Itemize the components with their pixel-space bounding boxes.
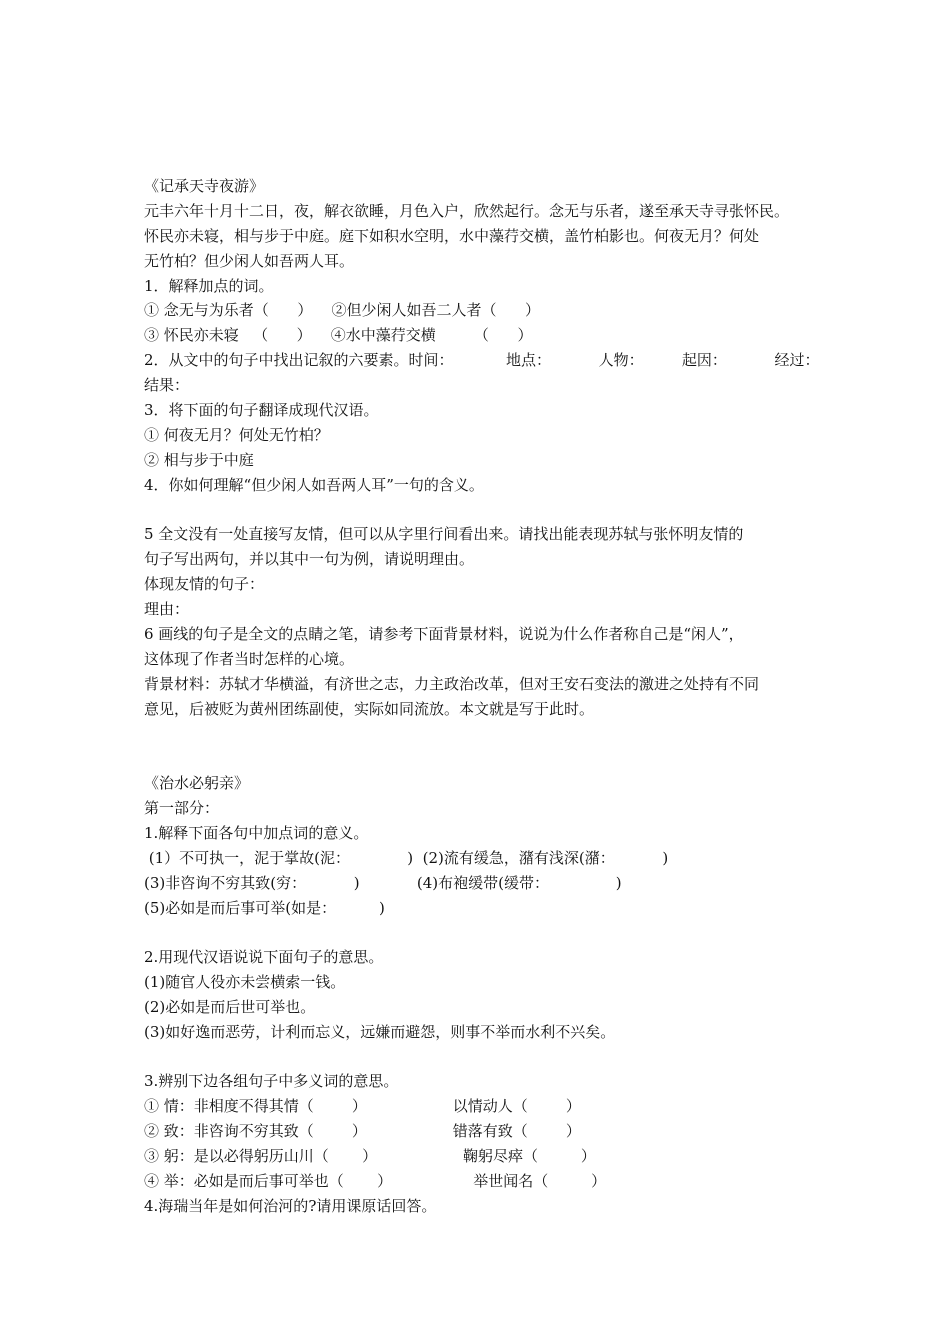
question-line: 1．解释加点的词。 <box>144 277 274 295</box>
question-line: 1.解释下面各句中加点词的意义。 <box>144 824 369 842</box>
passage-title: 《治水必躬亲》 <box>144 774 250 792</box>
question-line: 体现友情的句子： <box>144 575 265 593</box>
question-line: (3)如好逸而恶劳，计利而忘义，远嫌而避怨，则事不举而水利不兴矣。 <box>144 1023 616 1041</box>
question-line: ① 何夜无月？何处无竹柏？ <box>144 426 329 444</box>
question-line: (1）不可执一，泥于掌故(泥： ) (2)流有缓急，潴有浅深(潴： ) <box>144 849 669 867</box>
question-line: 4．你如何理解“但少闲人如吾两人耳”一句的含义。 <box>144 476 484 494</box>
background-line: 背景材料：苏轼才华横溢，有济世之志，力主政治改革，但对王安石变法的激进之处持有不同 <box>144 675 760 693</box>
question-line: 3．将下面的句子翻译成现代汉语。 <box>144 401 379 419</box>
question-line: ① 念无与为乐者（ ） ②但少闲人如吾二人者（ ） <box>144 301 541 319</box>
question-line: 2.用现代汉语说说下面句子的意思。 <box>144 948 384 966</box>
question-line: (3)非咨询不穷其致(穷： ) (4)布袍缓带(缓带： ) <box>144 874 622 892</box>
question-line: ③ 躬：是以必得躬历山川（ ） 鞠躬尽瘁（ ） <box>144 1147 596 1165</box>
background-line: 意见，后被贬为黄州团练副使，实际如同流放。本文就是写于此时。 <box>144 700 595 718</box>
question-line: ② 相与步于中庭 <box>144 451 254 469</box>
question-line: 2．从文中的句子中找出记叙的六要素。时间： 地点： 人物： 起因： 经过： <box>144 351 820 369</box>
passage-line: 元丰六年十月十二日，夜，解衣欲睡，月色入户，欣然起行。念无与乐者，遂至承天寺寻张怀民。 <box>144 202 790 220</box>
question-line: (1)随官人役亦未尝横索一钱。 <box>144 973 346 991</box>
passage-line: 怀民亦未寝，相与步于中庭。庭下如积水空明，水中藻荇交横，盖竹柏影也。何夜无月？何处 <box>144 227 760 245</box>
question-line: (5)必如是而后事可举(如是： ) <box>144 899 385 917</box>
passage-line: 无竹柏？但少闲人如吾两人耳。 <box>144 252 355 270</box>
question-line: 3.辨别下边各组句子中多义词的意思。 <box>144 1072 399 1090</box>
question-line: ③ 怀民亦未寝 （ ） ④水中藻荇交横 （ ） <box>144 326 533 344</box>
question-line: ① 情：非相度不得其情（ ） 以情动人（ ） <box>144 1097 581 1115</box>
section-label: 第一部分： <box>144 799 220 817</box>
question-line: 6 画线的句子是全文的点睛之笔，请参考下面背景材料，说说为什么作者称自己是“闲人”， <box>144 625 744 643</box>
question-line: 这体现了作者当时怎样的心境。 <box>144 650 355 668</box>
passage-title: 《记承天寺夜游》 <box>144 177 265 195</box>
question-line: (2)必如是而后世可举也。 <box>144 998 316 1016</box>
question-line: 4.海瑞当年是如何治河的?请用课原话回答。 <box>144 1197 437 1215</box>
question-line: ② 致：非咨询不穷其致（ ） 错落有致（ ） <box>144 1122 581 1140</box>
question-line: 5 全文没有一处直接写友情，但可以从字里行间看出来。请找出能表现苏轼与张怀明友情的 <box>144 525 744 543</box>
question-line: 理由： <box>144 600 190 618</box>
question-line: 结果： <box>144 376 190 394</box>
question-line: ④ 举：必如是而后事可举也（ ） 举世闻名（ ） <box>144 1172 607 1190</box>
question-line: 句子写出两句，并以其中一句为例，请说明理由。 <box>144 550 475 568</box>
